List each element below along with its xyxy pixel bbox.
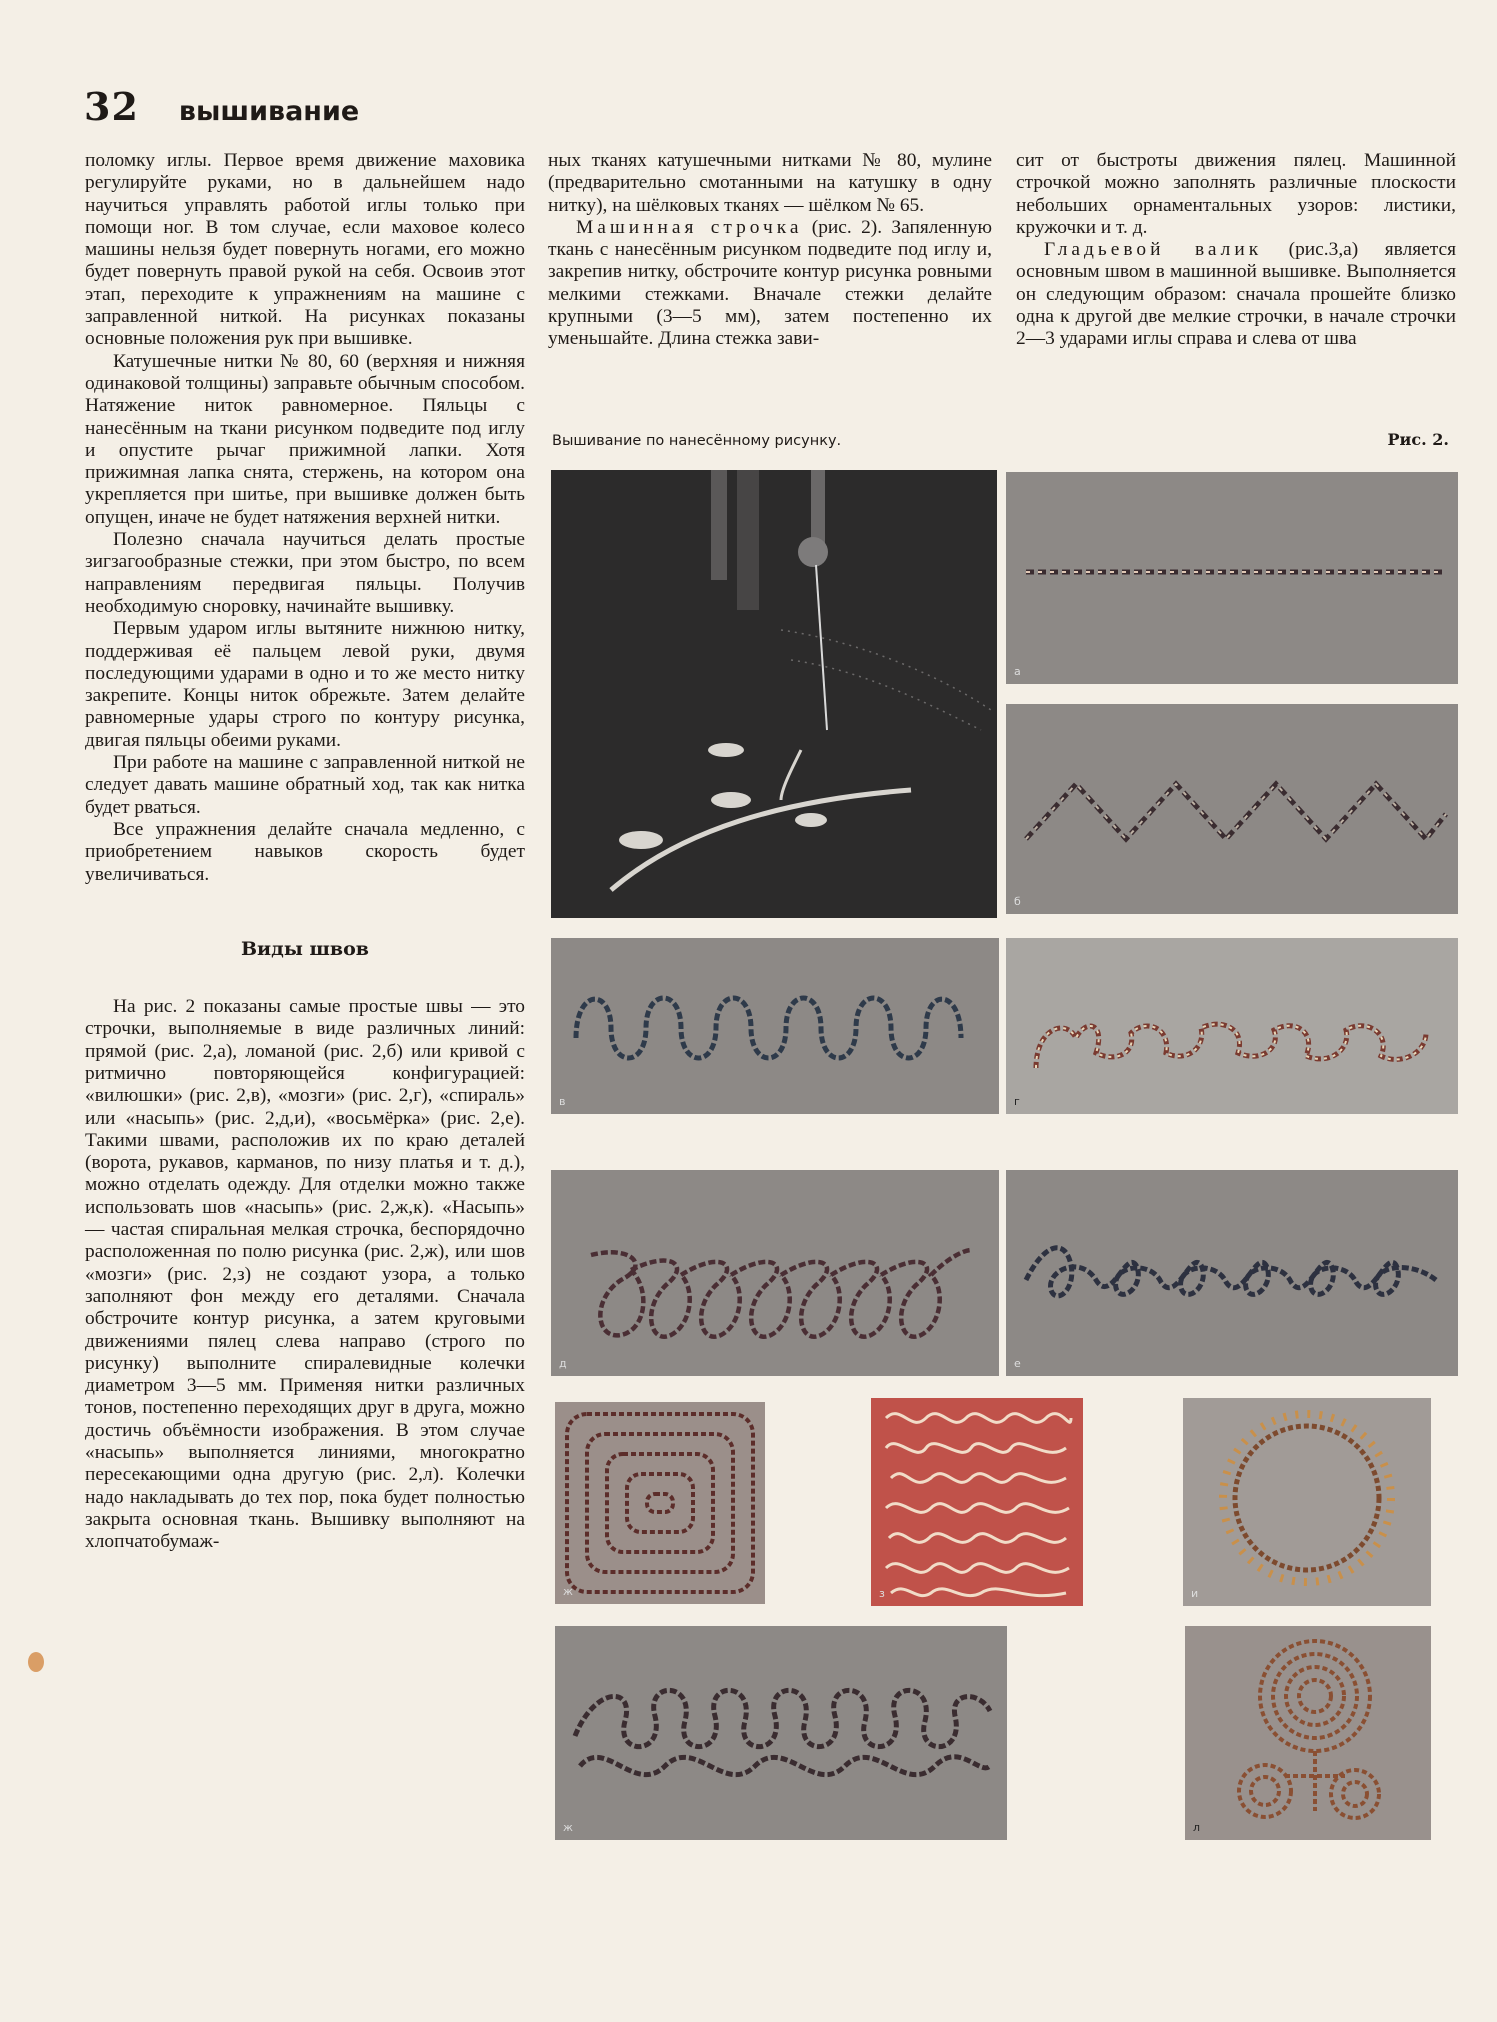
paragraph: Катушечные нитки № 80, 60 (верхняя и нижняя одинаковой толщины) заправьте обычным способом. Натяжение ниток равномерное. Пяльцы с нанесённым на ткани рисунком подведите под иглу и опустите рычаг прижимной лапки. Хотя прижимная лапка снята, стержень, на котором она укрепляется при шитье, при вышивке должен быть опущен, иначе не будет натяжения верхней нитки. [85,350,525,528]
figure-caption: Вышивание по нанесённому рисунку. [552,433,842,449]
stitch-sample-zh-2 [555,1626,1007,1840]
loop-row-stitch [555,1626,1007,1840]
spiral-fill-stitch [1185,1626,1431,1840]
panel-letter: а [1014,665,1021,678]
paragraph: ных тканях катушечными нитками № 80, мулине (предварительно смотанными на катушку в одну нитку), на шёлковых тканях — шёлком № 65. [548,150,992,216]
stitch-sample-e [1006,1170,1458,1376]
sewing-machine-illustration [551,470,997,918]
wiggle-stitch [551,938,999,1114]
spiral-stitch [551,1170,999,1376]
page-header [84,84,359,134]
panel-letter: ж [563,1821,573,1834]
paragraph: Все упражнения делайте сначала медленно, с приобретением навыков скорость будет увеличиваться. [85,818,525,885]
term: Машинная строчка [576,216,803,238]
paragraph-text: (рис.3,а) является основным швом в машинной вышивке. Выполняется он следующим образом: сначала прошейте близко одна к другой две мелкие строчки, в начале строчки 2—3 ударами иглы справа и слева от шва [1016,239,1457,350]
embroidery-photo [551,470,997,918]
panel-letter: б [1014,895,1021,908]
panel-letter: л [1193,1821,1201,1834]
figure-eight-stitch [1006,1170,1458,1376]
text-column-1 [85,150,525,1554]
stitch-sample-a [1006,472,1458,684]
concentric-stitch [555,1402,765,1604]
paper-stain [28,1652,44,1672]
term: Гладьевой валик [1044,239,1263,261]
text-column-3 [1016,150,1456,351]
straight-stitch [1006,472,1458,684]
stitch-sample-z [871,1398,1083,1606]
panel-letter: в [559,1095,566,1108]
panel-letter: д [559,1357,567,1370]
paragraph: сит от быстроты движения пялец. Машинной строчкой можно заполнять различные плоскости небольших орнаментальных узоров: листики, кружочки и т. д. [1016,150,1456,238]
stitch-sample-i [1183,1398,1431,1606]
paragraph [548,217,992,351]
panel-letter: г [1014,1095,1020,1108]
circle-loop-stitch [1183,1398,1431,1606]
stitch-sample-d [551,1170,999,1376]
stitch-sample-l [1185,1626,1431,1840]
page-number: 32 [84,84,139,129]
stitch-sample-g [1006,938,1458,1114]
paragraph-text: (рис. 2). Запяленную ткань с нанесённым рисунком подведите под иглу и, закрепив нитку, обстрочите контур рисунка ровными мелкими стежками. Вначале стежки делайте крупными (3—5 мм), затем постепенно их уменьшайте. Длина стежка зави- [548,216,992,350]
section-title: вышивание [178,96,360,127]
stitch-sample-b [1006,704,1458,914]
stitch-sample-zh [555,1402,765,1604]
brain-fill-stitch [871,1398,1083,1606]
panel-letter: ж [563,1585,573,1598]
panel-letter: з [879,1587,885,1600]
subheading: Виды швов [241,937,369,960]
panel-letter: и [1191,1587,1199,1600]
panel-letter: е [1014,1357,1021,1370]
paragraph: При работе на машине с заправленной ниткой не следует давать машине обратный ход, так как нитка будет рваться. [85,752,525,818]
text-column-2 [548,150,992,351]
figure-label: Рис. 2. [1387,430,1449,449]
paragraph [1016,239,1456,350]
paragraph: На рис. 2 показаны самые простые швы — это строчки, выполняемые в виде различных линий: прямой (рис. 2,а), ломаной (рис. 2,б) или кривой с ритмично повторяющейся конфигурацией: «вилюшки» (рис. 2,в), «мозги» (рис. 2,г), «спираль» или «насыпь» (рис. 2,д,и), «восьмёрка» (рис. 2,е). Такими швами, расположив их по краю деталей (ворота, рукавов, карманов, по низу платья и т. д.), можно отделать одежду. Для отделки можно также использовать шов «насыпь» (рис. 2,ж,к). «Насыпь» — частая спиральная мелкая строчка, беспорядочно расположенная по полю рисунка (рис. 2,ж), или шов «мозги» (рис. 2,з) не создают узора, а только заполняют фон между его деталями. Сначала обстрочите контур рисунка, а затем круговыми движениями пялец слева направо (строго по рисунку) выполните спиралевидные колечки диаметром 3—5 мм. Применяя нитки различных тонов, постепенно переходящих друг в друга, можно достичь объёмности изображения. В этом случае «насыпь» выполняется линиями, многократно пересекающими одна другую (рис. 2,л). Колечки надо накладывать до тех пор, пока будет полностью закрыта основная ткань. Вышивку выполняют на хлопчатобумаж- [85,996,525,1553]
stitch-sample-v [551,938,999,1114]
paragraph: Первым ударом иглы вытяните нижнюю нитку, поддерживая её пальцем левой руки, двумя последующими ударами в одно и то же место нитку закрепите. Концы ниток обрежьте. Затем делайте равномерные удары строго по контуру рисунка, двигая пяльцы обеими руками. [85,618,525,751]
paragraph: Полезно сначала научиться делать простые зигзагообразные стежки, при этом быстро, по всем направлениям передвигая пяльцы. Получив необходимую сноровку, начинайте вышивку. [85,529,525,617]
brain-stitch [1006,938,1458,1114]
zigzag-stitch [1006,704,1458,914]
paragraph: поломку иглы. Первое время движение маховика регулируйте руками, но в дальнейшем надо научиться управлять работой иглы только при помощи ног. В том случае, если маховое колесо машины нельзя будет повернуть ногами, его можно будет повернуть правой рукой на себя. Освоив этот этап, переходите к упражнениям на машине с заправленной ниткой. На рисунках показаны основные положения рук при вышивке. [85,150,525,350]
